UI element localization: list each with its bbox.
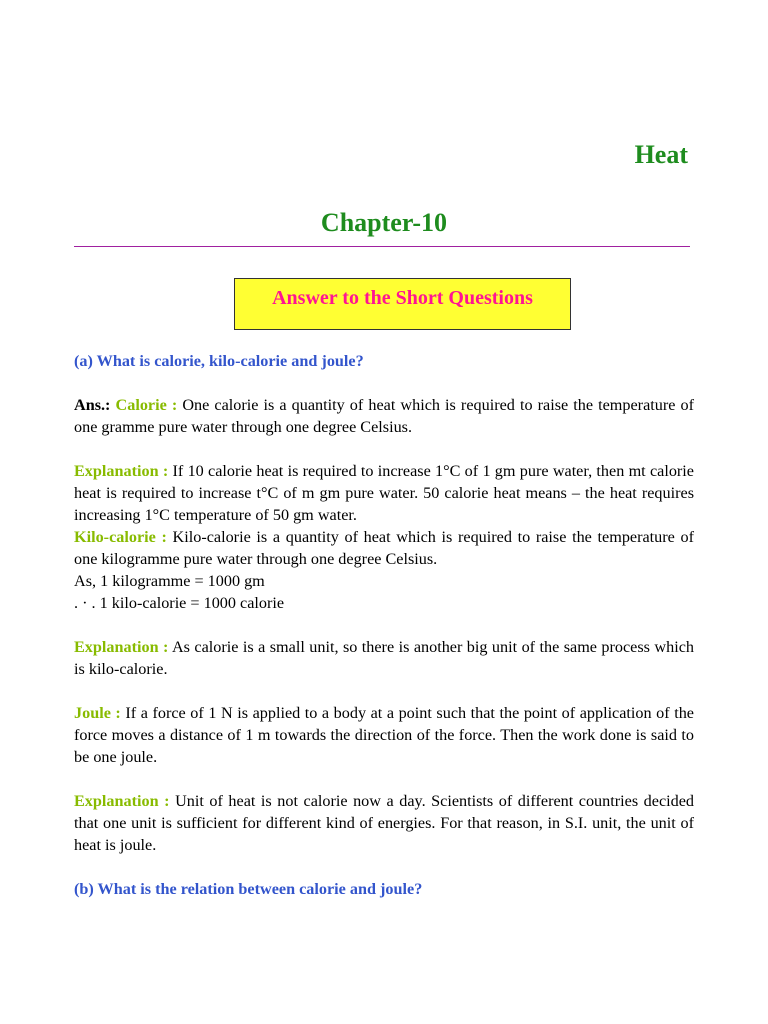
joule-term: Joule : — [74, 704, 121, 722]
explanation-3-text: Unit of heat is not calorie now a day. Scientists of different countries decided that one unit is sufficient for different kind of energies. For that reason, in S.I. unit, the unit of heat is joule. — [74, 792, 694, 854]
explanation-3-paragraph — [74, 790, 694, 856]
calorie-definition: One calorie is a quantity of heat which is required to raise the temperature of one gramme pure water through one degree Celsius. — [74, 396, 694, 436]
question-a: (a) What is calorie, kilo-calorie and joule? — [74, 352, 364, 370]
explanation-2-paragraph — [74, 636, 694, 680]
joule-definition: If a force of 1 N is applied to a body at a point such that the point of application of the force moves a distance of 1 m towards the direction of the force. Then the work done is said to be one joule. — [74, 704, 694, 766]
explanation-1-text: If 10 calorie heat is required to increase 1°C of 1 gm pure water, then mt calorie heat is required to increase t°C of m gm pure water. 50 calorie heat means – the heat requires increasing 1°C temperature of 50 gm water. — [74, 462, 694, 524]
divider-line — [74, 246, 690, 247]
topic-title: Heat — [634, 140, 688, 169]
kilo-calorie-definition: Kilo-calorie is a quantity of heat which is required to raise the temperature of one kilogramme pure water through one degree Celsius. — [74, 528, 694, 568]
chapter-title: Chapter-10 — [320, 208, 448, 237]
as-line: As, 1 kilogramme = 1000 gm — [74, 572, 265, 590]
question-b: (b) What is the relation between calorie and joule? — [74, 880, 423, 898]
calorie-paragraph — [74, 394, 694, 438]
section-heading-text: Answer to the Short Questions — [272, 287, 533, 309]
therefore-line: . · . 1 kilo-calorie = 1000 calorie — [74, 594, 285, 612]
answer-label: Ans.: — [74, 396, 111, 414]
explanation-1-term: Explanation : — [74, 462, 169, 480]
kilo-calorie-term: Kilo-calorie : — [74, 528, 167, 546]
explanation-1-paragraph — [74, 460, 694, 526]
joule-paragraph — [74, 702, 694, 768]
document-body — [74, 350, 694, 900]
section-heading-box — [234, 278, 571, 330]
explanation-2-text: As calorie is a small unit, so there is another big unit of the same process which is kilo-calorie. — [74, 638, 694, 678]
kilo-calorie-paragraph — [74, 526, 694, 570]
calorie-term: Calorie : — [115, 396, 178, 414]
explanation-2-term: Explanation : — [74, 638, 169, 656]
explanation-3-term: Explanation : — [74, 792, 170, 810]
